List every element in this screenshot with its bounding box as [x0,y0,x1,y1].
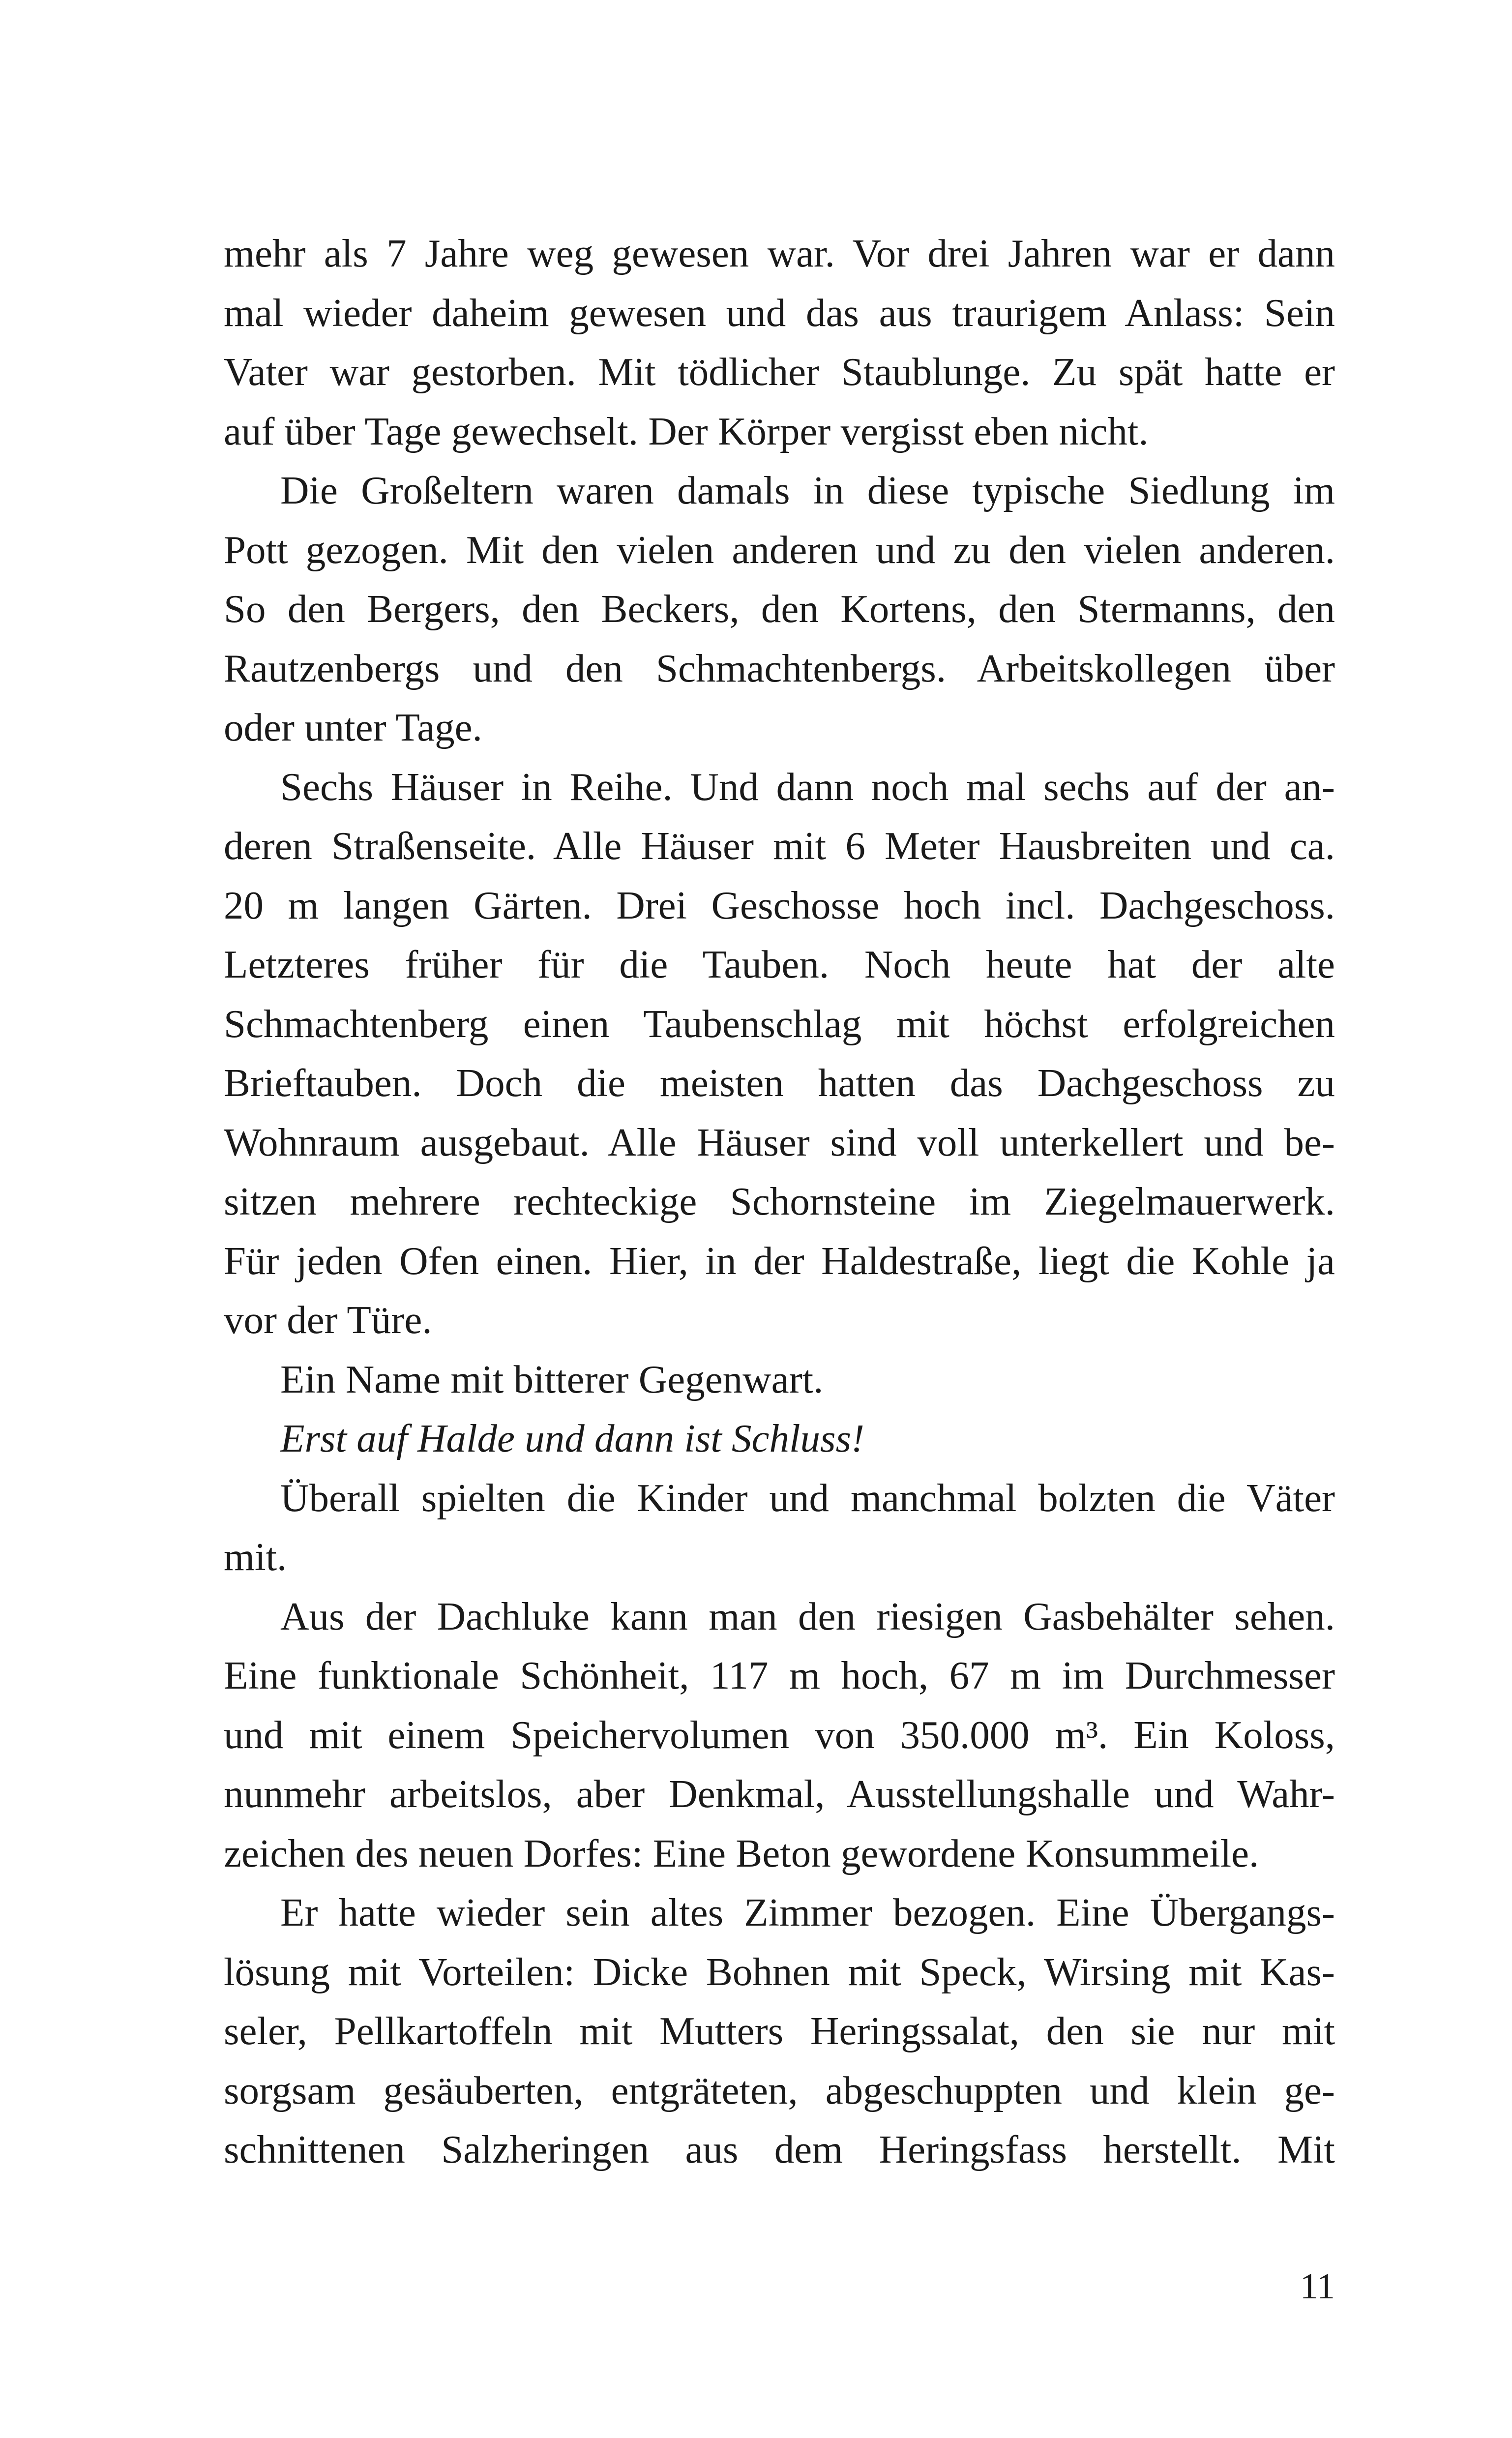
text-line: deren Straßenseite. Alle Häuser mit 6 Meter Hausbreiten und ca. [224,824,1335,868]
text-line: Pott gezogen. Mit den vielen anderen und zu den vielen anderen. [224,527,1335,572]
text-line: zeichen des neuen Dorfes: Eine Beton gewordene Konsummeile. [224,1831,1259,1875]
text-line: auf über Tage gewechselt. Der Körper vergisst eben nicht. [224,409,1149,453]
text-line: vor der Türe. [224,1298,432,1342]
text-line: seler, Pellkartoffeln mit Mutters Heringssalat, den sie nur mit [224,2009,1335,2053]
text-line: Eine funktionale Schönheit, 117 m hoch, 67 m im Durchmesser [224,1653,1335,1697]
text-line: nunmehr arbeitslos, aber Denkmal, Ausstellungshalle und Wahr- [224,1772,1335,1816]
text-line: sitzen mehrere rechteckige Schornsteine im Ziegelmauerwerk. [224,1179,1335,1223]
text-line: Die Großeltern waren damals in diese typische Siedlung im [280,468,1335,512]
text-line: sorgsam gesäuberten, entgräteten, abgeschuppten und klein ge- [224,2068,1335,2112]
text-line: Sechs Häuser in Reihe. Und dann noch mal sechs auf der an- [280,764,1335,809]
text-line: Erst auf Halde und dann ist Schluss! [280,1416,864,1460]
text-line: Aus der Dachluke kann man den riesigen Gasbehälter sehen. [280,1594,1335,1638]
text-line: Brieftauben. Doch die meisten hatten das Dachgeschoss zu [224,1061,1335,1105]
body-text [224,224,1335,2179]
text-line: und mit einem Speichervolumen von 350.000 m³. Ein Koloss, [224,1712,1335,1757]
text-line: schnittenen Salzheringen aus dem Heringsfass herstellt. Mit [224,2127,1335,2171]
text-line: Letzteres früher für die Tauben. Noch heute hat der alte [224,942,1335,986]
text-line: Überall spielten die Kinder und manchmal bolzten die Väter [280,1475,1335,1520]
text-line: Für jeden Ofen einen. Hier, in der Haldestraße, liegt die Kohle ja [224,1238,1335,1283]
text-line: Rautzenbergs und den Schmachtenbergs. Arbeitskollegen über [224,646,1335,690]
page-number: 11 [1300,2266,1335,2307]
text-line: lösung mit Vorteilen: Dicke Bohnen mit Speck, Wirsing mit Kas- [224,1949,1335,1994]
text-line: mit. [224,1535,287,1579]
text-line: mal wieder daheim gewesen und das aus traurigem Anlass: Sein [224,290,1335,335]
text-line: Ein Name mit bitterer Gegenwart. [280,1357,824,1401]
text-line: Wohnraum ausgebaut. Alle Häuser sind voll unterkellert und be- [224,1120,1335,1164]
text-line: Schmachtenberg einen Taubenschlag mit höchst erfolgreichen [224,1001,1335,1046]
text-line: 20 m langen Gärten. Drei Geschosse hoch incl. Dachgeschoss. [224,883,1335,927]
text-line: So den Bergers, den Beckers, den Kortens, den Stermanns, den [224,587,1335,631]
text-line: mehr als 7 Jahre weg gewesen war. Vor drei Jahren war er dann [224,231,1335,275]
text-line: Er hatte wieder sein altes Zimmer bezogen. Eine Übergangs- [280,1890,1335,1934]
text-line: oder unter Tage. [224,705,482,749]
text-line: Vater war gestorben. Mit tödlicher Staublunge. Zu spät hatte er [224,350,1335,394]
